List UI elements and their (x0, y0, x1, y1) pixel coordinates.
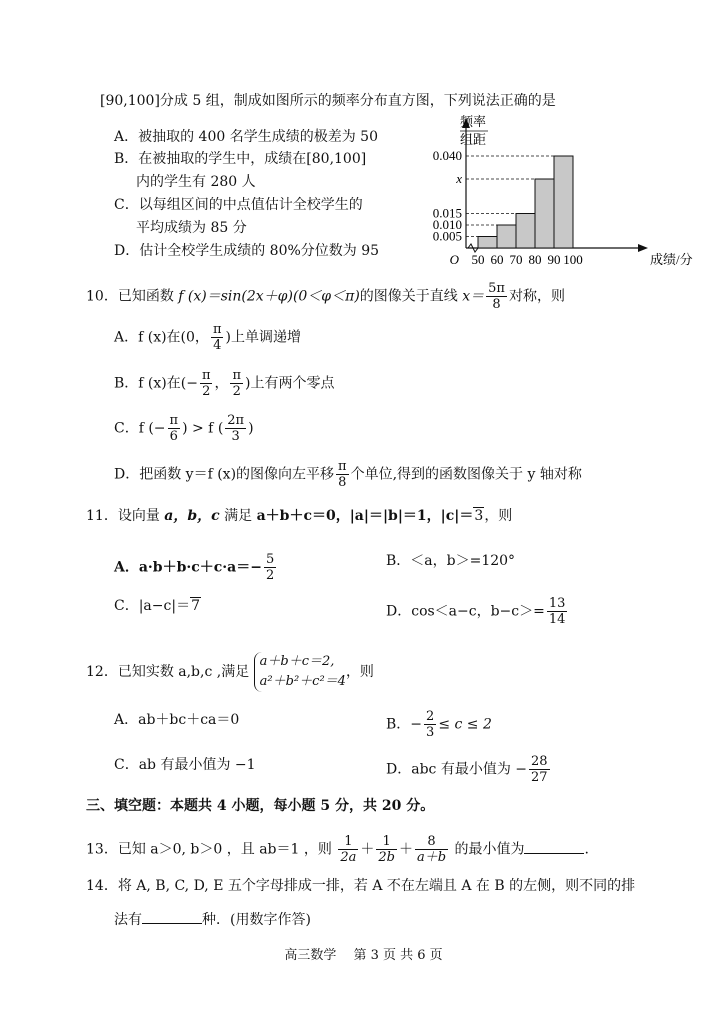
q9-option-a: A．被抽取的 400 名学生成绩的极差为 50 (114, 129, 378, 145)
q14-line1: 14．将 A, B, C, D, E 五个字母排成一排，若 A 不在左端且 A 在 B 的左侧，则不同的排 (86, 878, 636, 894)
q10-option-a: A．f (x)在(0， $\frac{\pi}{4}$ )上单调递增 (114, 322, 301, 353)
y-axis-title-numerator: 频率 (460, 114, 487, 129)
q11-option-a: A．a·b＋b·c＋c·a＝− $\frac{5}{2}$ (114, 552, 275, 583)
x-tick-label: 90 (547, 252, 561, 267)
x-tick-label: 50 (471, 252, 485, 267)
q12-option-a: A．ab＋bc＋ca＝0 (114, 712, 240, 728)
q14-answer-blank[interactable] (142, 911, 202, 924)
q13-stem: 13．已知 a＞0, b＞0 ，且 ab＝1 ，则 $\frac{1}{2a}$ ＋ $\frac{1}{2b}$ ＋ $\frac{8}{a+b}$ 的最小值为 . (86, 834, 589, 865)
q10-stem-prefix: 10．已知函数 (86, 288, 174, 305)
histogram-bar (478, 237, 497, 249)
y-tick-label: 0.010 (432, 217, 462, 232)
q11-option-d: D．cos＜a−c，b−c＞= $\frac{13}{14}$ (386, 596, 566, 627)
q9-option-d: D．估计全校学生成绩的 80%分位数为 95 (114, 243, 380, 259)
histogram-bar (535, 179, 554, 248)
y-tick-label: 0.005 (432, 228, 462, 244)
frequency-histogram (410, 112, 693, 270)
q9-option-c-line1: C．以每组区间的中点值估计全校学生的 (114, 197, 363, 213)
q9-option-c-line2: 平均成绩为 85 分 (136, 220, 247, 236)
q10-option-c: C．f (− $\frac{\pi}{6}$ ) > f ( $\frac{2\pi}{3}$ ) (114, 413, 254, 444)
y-axis-title-denominator: 组距 (460, 132, 487, 147)
x-axis-arrow (638, 244, 648, 252)
q14-line2: 法有 种．(用数字作答) (114, 912, 311, 928)
x-axis-title: 成绩/分 (650, 252, 693, 267)
y-tick-label: x (456, 171, 462, 186)
x-tick-label: 100 (563, 252, 583, 267)
x-tick-label: 60 (490, 252, 504, 267)
q12-option-d: D．abc 有最小值为 − $\frac{28}{27}$ (386, 754, 548, 785)
q13-answer-blank[interactable] (524, 841, 584, 854)
q10-stem (86, 281, 565, 312)
origin-label: O (449, 252, 459, 267)
histogram-bar (554, 156, 573, 248)
q12-option-b: B．− $\frac{2}{3}$ ≤ c ≤ 2 (386, 709, 492, 740)
y-tick-label: 0.040 (432, 148, 462, 163)
q11-stem: 11．设向量 a，b，c 满足 a＋b＋c＝0，|a|＝|b|＝1，|c|＝3，则 (86, 508, 513, 524)
histogram-bar (497, 225, 516, 248)
q9-intro: [90,100]分成 5 组，制成如图所示的频率分布直方图，下列说法正确的是 (100, 93, 556, 109)
histogram-bars (478, 156, 573, 248)
q10-stem-mid: 的图像关于直线 (359, 288, 458, 305)
q9-option-b-line2: 内的学生有 280 人 (136, 174, 256, 190)
q10-x-equals: x＝ (462, 288, 485, 305)
q10-function: f (x)＝sin(2x＋φ)(0＜φ＜π) (178, 288, 360, 305)
page-footer: 高三数学 第 3 页 共 6 页 (284, 948, 443, 963)
y-tick-label: 0.015 (432, 205, 462, 221)
q11-option-b: B．＜a，b＞=120° (386, 553, 516, 569)
q12-option-c: C．ab 有最小值为 −1 (114, 757, 256, 773)
q10-option-b: B．f (x)在(− $\frac{\pi}{2}$ ， $\frac{\pi}{2}$ )上有两个零点 (114, 368, 335, 399)
q12-stem: 12．已知实数 a,b,c ,满足 a＋b＋c＝2, a²＋b²＋c²＝4 ，则 (86, 652, 374, 692)
q10-stem-suffix: 对称，则 (508, 288, 565, 305)
section-3-heading: 三、填空题：本题共 4 小题，每小题 5 分，共 20 分。 (86, 798, 435, 814)
histogram-bar (516, 214, 535, 249)
x-tick-label: 80 (528, 252, 542, 267)
q11-option-c: C．|a−c|＝7 (114, 598, 200, 614)
x-tick-label: 70 (509, 252, 523, 267)
q9-option-b-line1: B．在被抽取的学生中，成绩在[80,100] (114, 151, 367, 167)
q12-equation-system: a＋b＋c＝2, a²＋b²＋c²＝4 (254, 652, 346, 692)
q10-line-fraction: $\frac{5\pi}{8}$ (488, 281, 505, 312)
q10-option-d: D．把函数 y＝f (x)的图像向左平移 $\frac{\pi}{8}$ 个单位,得到的函数图像关于 y 轴对称 (114, 459, 582, 490)
